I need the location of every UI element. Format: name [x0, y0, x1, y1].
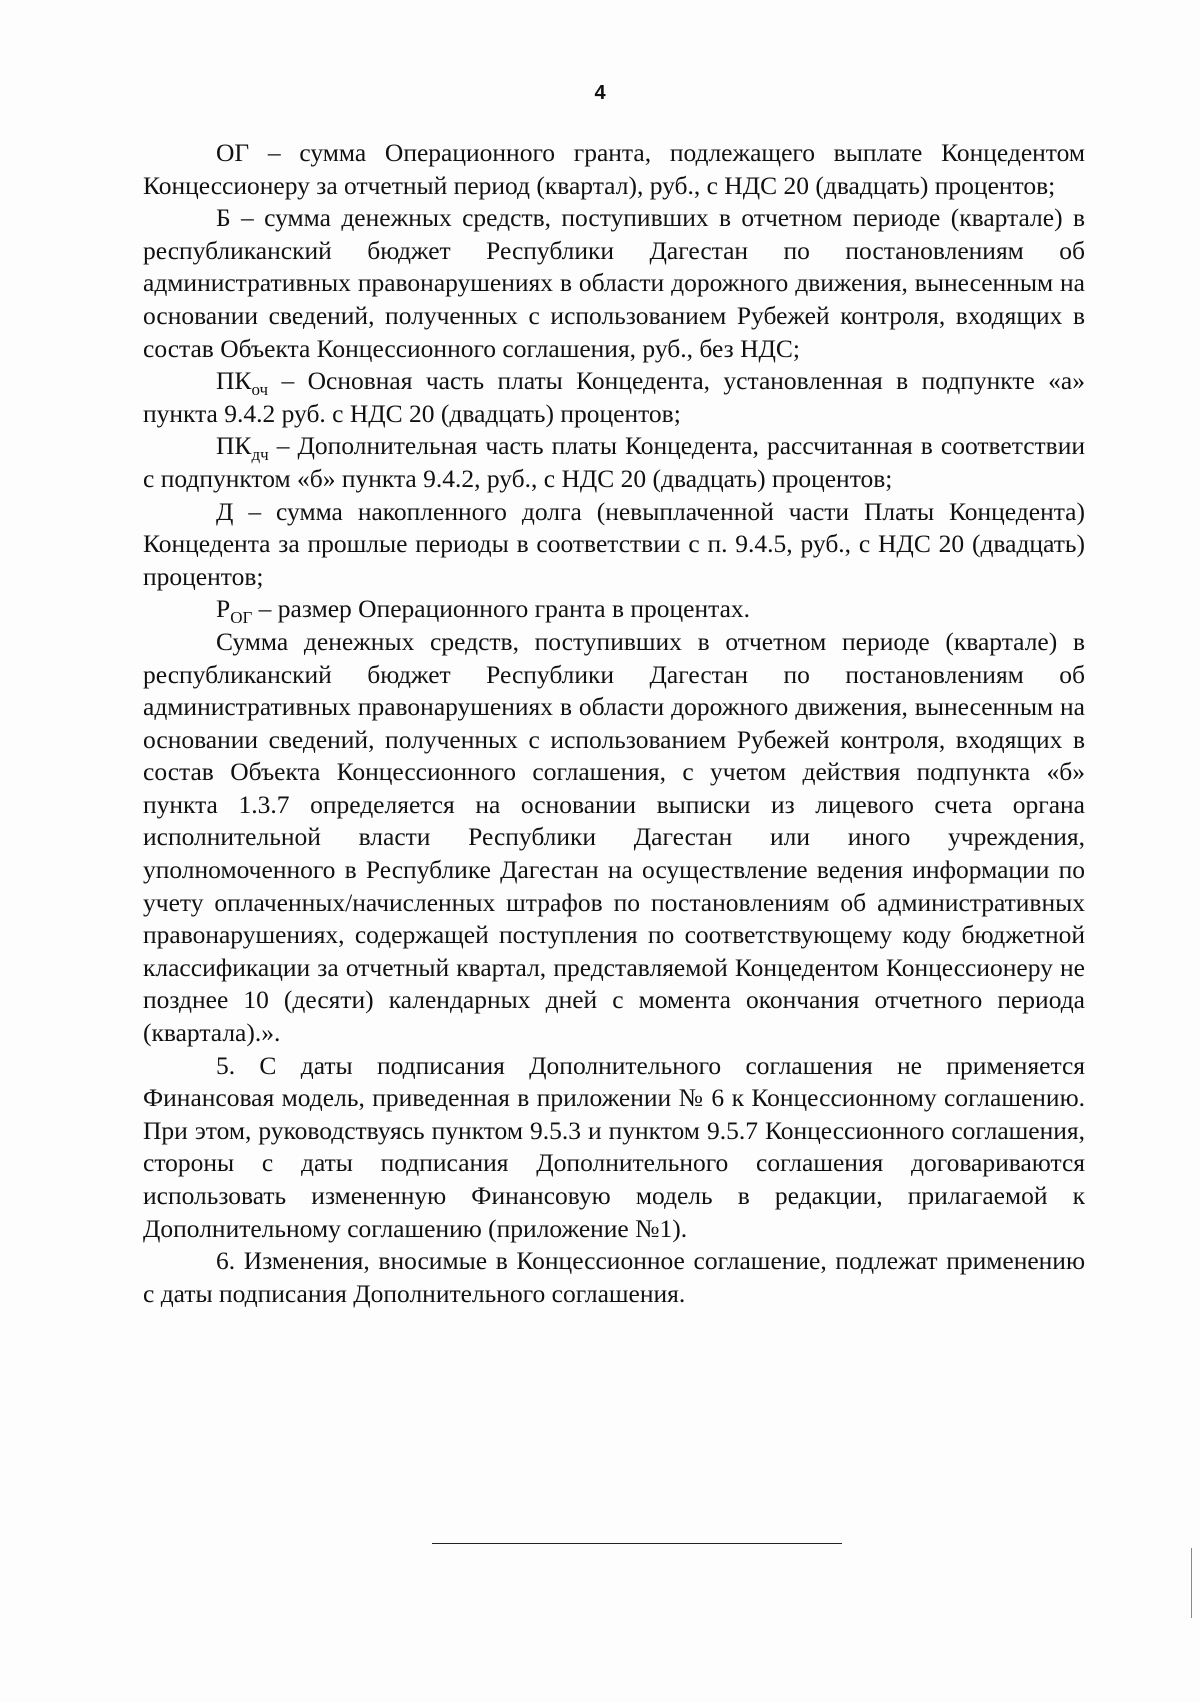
- variable-symbol: Б: [216, 203, 231, 233]
- definition-pk-dch: [143, 430, 1085, 495]
- scan-margin-line: [1191, 1548, 1192, 1618]
- variable-symbol: Д: [216, 496, 234, 526]
- definition-text: – размер Операционного гранта в процентах.: [252, 594, 751, 624]
- definition-text: – Основная часть платы Концедента, установленная в подпункте «а» пункта 9.4.2 руб. с НДС 20 (двадцать) процентов;: [143, 366, 1085, 428]
- definition-d: [143, 496, 1085, 594]
- clause-6: 6. Изменения, вносимые в Концессионное соглашение, подлежат применению с даты подписания Дополнительного соглашения.: [143, 1246, 1085, 1308]
- definition-text: – Дополнительная часть платы Концедента, рассчитанная в соответствии с подпунктом «б» пункта 9.4.2, руб., с НДС 20 (двадцать) процентов;: [143, 431, 1085, 493]
- definition-text: – сумма денежных средств, поступивших в отчетном периоде (квартале) в республиканский бюджет Республики Дагестан по постановлениям об административных правонарушениях в области дорожного движения, вынесенным на основании сведений, полученных с использованием Рубежей контроля, входящих в состав Объекта Концессионного соглашения, руб., без НДС;: [143, 203, 1085, 363]
- variable-subscript: оч: [251, 380, 269, 400]
- variable-symbol: ОГ: [216, 138, 250, 167]
- clause-5: 5. С даты подписания Дополнительного соглашения не применяется Финансовая модель, приведенная в приложении № 6 к Концессионному соглашению. При этом, руководствуясь пунктом 9.5.3 и пунктом 9.5.7 Концессионного соглашения, стороны с даты подписания Дополнительного соглашения договариваются использовать измененную Финансовую модель в редакции, прилагаемой к Дополнительному соглашению (приложение №1).: [143, 1050, 1085, 1243]
- definition-text: – сумма Операционного гранта, подлежащего выплате Концедентом Концессионеру за отчетный период (квартал), руб., с НДС 20 (двадцать) процентов;: [143, 138, 1085, 200]
- paragraph-funds-definition: Сумма денежных средств, поступивших в отчетном периоде (квартале) в республиканский бюджет Республики Дагестан по постановлениям об административных правонарушениях в области дорожного движения, вынесенным на основании сведений, полученных с использованием Рубежей контроля, входящих в состав Объекта Концессионного соглашения, с учетом действия подпункта «б» пункта 1.3.7 определяется на основании выписки из лицевого счета органа исполнительной власти Республики Дагестан или иного учреждения, уполномоченного в Республике Дагестан на осуществление ведения информации по учету оплаченных/начисленных штрафов по постановлениям об административных правонарушениях, содержащей поступления по соответствующему коду бюджетной классификации за отчетный квартал, представляемой Концедентом Концессионеру не позднее 10 (десяти) календарных дней с момента окончания отчетного периода (квартала).».: [143, 626, 1085, 1048]
- variable-symbol: Р: [216, 594, 231, 624]
- variable-subscript: ОГ: [230, 608, 253, 628]
- definition-b: [143, 202, 1085, 365]
- page-number: 4: [594, 82, 606, 104]
- end-of-text-rule: [432, 1543, 842, 1544]
- definition-text: – сумма накопленного долга (невыплаченной части Платы Концедента) Концедента за прошлые периоды в соответствии с п. 9.4.5, руб., с НДС 20 (двадцать) процентов;: [143, 496, 1085, 591]
- variable-symbol: ПК: [216, 431, 252, 461]
- document-body: [143, 137, 1085, 1310]
- variable-symbol: ПК: [216, 366, 252, 396]
- variable-subscript: дч: [251, 445, 269, 465]
- definition-pk-och: [143, 365, 1085, 430]
- definition-r-og: [143, 593, 1085, 626]
- definition-og: [143, 137, 1085, 202]
